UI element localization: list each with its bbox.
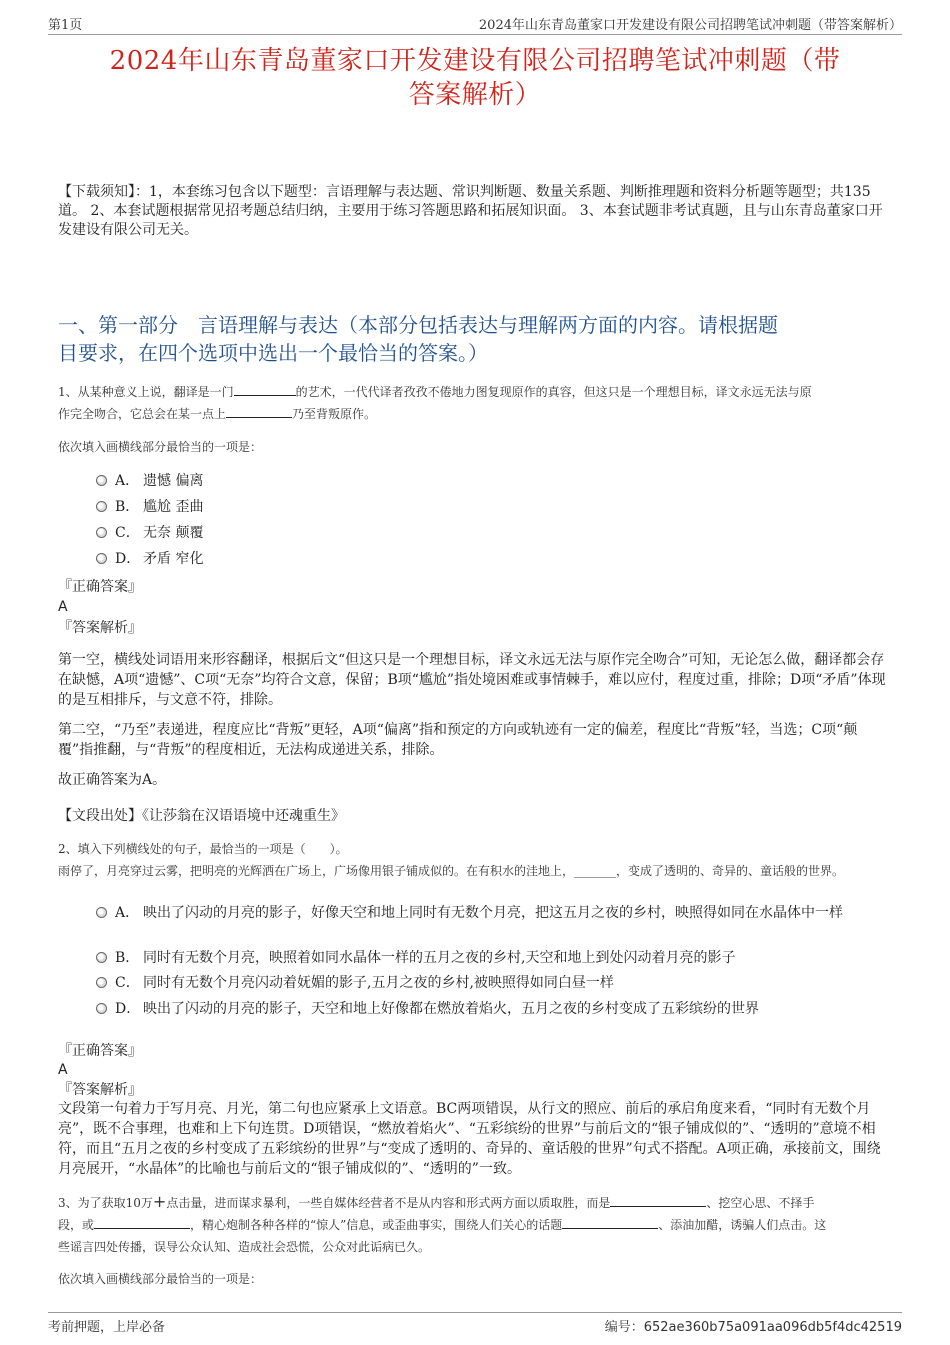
option-text: 尴尬 歪曲 [143,499,204,515]
option-letter: D． [115,1001,141,1017]
question-3-stem [58,1191,892,1258]
question-1-stem [58,381,892,425]
q1-analysis-conclusion: 故正确答案为A。 [58,772,167,788]
option-letter: C． [115,975,140,991]
q3-stem-part: 3、为了获取10万 [58,1196,153,1210]
radio-icon[interactable] [96,501,107,512]
option-letter: C． [115,525,140,541]
q1-option-d[interactable] [96,549,203,569]
option-text: 映出了闪动的月亮的影子，好像天空和地上同时有无数个月亮，把这五月之夜的乡村，映照得如同在水晶体中一样 [143,905,843,921]
fill-blank [94,1214,190,1229]
section-heading [58,311,892,367]
option-text: 映出了闪动的月亮的影子，天空和地上好像都在燃放着焰火，五月之夜的乡村变成了五彩缤纷的世界 [143,1001,759,1017]
q1-stem-part: 的艺术，一代代译者孜孜不倦地力图复现原作的真容，但这只是一个理想目标，译文永远无法与原 [295,385,812,399]
option-text: 同时有无数个月亮，映照着如同水晶体一样的五月之夜的乡村,天空和地上到处闪动着月亮的影子 [143,950,736,966]
option-letter: A． [115,473,140,489]
fill-blank [562,1214,658,1229]
q3-stem-part: + [152,1192,167,1211]
q3-stem-part: 、添油加醋，诱骗人们点击。这 [658,1218,827,1232]
option-text: 矛盾 窄化 [143,551,204,567]
document-code-value: 652ae360b75a091aa096db5f4dc42519 [643,1320,902,1335]
q1-correct-answer-label: 『正确答案』 [58,579,142,595]
running-header-title: 2024年山东青岛董家口开发建设有限公司招聘笔试冲刺题（带答案解析） [478,18,902,33]
radio-icon[interactable] [96,952,107,963]
question-2-stem: 2、填入下列横线处的句子，最恰当的一项是（ ）。 [58,842,348,856]
q1-analysis-paragraph: 第二空，“乃至”表递进，程度应比“背叛”更轻，A项“偏离”指和预定的方向或轨迹有一定的偏差，程度比“背叛”轻，当选；C项“颠覆”指推翻，与“背叛”的程度相近，无法构成递进关系，排除。 [58,722,858,758]
radio-icon[interactable] [96,907,107,918]
footer-divider [48,1312,902,1313]
radio-icon[interactable] [96,977,107,988]
document-code [605,1316,902,1335]
option-letter: D． [115,551,141,567]
q1-option-b[interactable] [96,497,203,517]
option-text: 同时有无数个月亮闪动着妩媚的影子,五月之夜的乡村,被映照得如同白昼一样 [143,975,614,991]
page-number: 第1页 [48,18,83,33]
option-letter: A． [115,905,140,921]
document-title-line2: 答案解析） [408,80,542,110]
footer-slogan: 考前押题，上岸必备 [48,1320,166,1335]
radio-icon[interactable] [96,1003,107,1014]
q1-stem-part: 作完全吻合，它总会在某一点上 [58,407,227,421]
q2-option-b[interactable] [96,948,890,968]
option-text: 无奈 颠覆 [143,525,204,541]
q3-stem-part: 点击量，进而谋求暴利，一些自媒体经营者不是从内容和形式两方面以质取胜，而是 [166,1196,611,1210]
q3-stem-part: 些谣言四处传播，误导公众认知、造成社会恐慌，公众对此诟病已久。 [58,1240,431,1254]
q1-analysis-label: 『答案解析』 [58,620,142,636]
q1-stem-part: 1、从某种意义上说，翻译是一门 [58,385,234,399]
fill-blank [226,403,292,418]
document-title-line1: 2024年山东青岛董家口开发建设有限公司招聘笔试冲刺题（带 [109,46,841,76]
document-code-label: 编号： [604,1320,644,1335]
radio-icon[interactable] [96,527,107,538]
q2-option-c[interactable] [96,973,890,993]
radio-icon[interactable] [96,475,107,486]
option-text: 遗憾 偏离 [143,473,204,489]
radio-icon[interactable] [96,553,107,564]
fill-blank [234,381,296,396]
q3-stem-part: 段，或 [58,1218,95,1232]
q3-stem-part: ，精心炮制各种各样的“惊人”信息，或歪曲事实，围绕人们关心的话题 [190,1218,563,1232]
fill-blank [610,1192,706,1207]
q2-correct-answer: A [58,1062,68,1078]
q1-option-a[interactable] [96,471,203,491]
q2-option-a[interactable] [96,903,890,923]
option-letter: B． [115,950,140,966]
q1-option-c[interactable] [96,523,203,543]
option-letter: B． [115,499,140,515]
q1-stem-part: 乃至背叛原作。 [292,407,377,421]
header-divider [48,34,902,35]
download-notice: 【下载须知】：1，本套练习包含以下题型：言语理解与表达题、常识判断题、数量关系题、判断推理题和资料分析题等题型；共135道。 2、本套试题根据常见招考题总结归纳，主要用于练习答题思路和拓展知识面。 3、本套试题非考试真题，且与山东青岛董家口开发建设有限公司无关。 [58,184,883,238]
question-3-prompt: 依次填入画横线部分最恰当的一项是： [58,1272,263,1286]
question-1-prompt: 依次填入画横线部分最恰当的一项是： [58,440,263,454]
q3-stem-part: 、挖空心思、不择手 [706,1196,815,1210]
document-title [48,44,902,112]
section-heading-line2: 目要求，在四个选项中选出一个最恰当的答案。） [58,341,488,365]
section-heading-line1: 一、第一部分 言语理解与表达（本部分包括表达与理解两方面的内容。请根据题 [58,313,778,337]
q1-analysis-paragraph: 第一空，横线处词语用来形容翻译，根据后文“但这只是一个理想目标，译文永远无法与原作完全吻合”可知，无论怎么做，翻译都会存在缺憾，A项“遗憾”、C项“无奈”均符合文意，保留；B项“尴尬”指处境困难或事情棘手，难以应付，程度过重，排除；D项“矛盾”体现的是互相排斥，与文意不符，排除。 [58,652,886,708]
q1-correct-answer: A [58,599,68,615]
q2-analysis-label: 『答案解析』 [58,1082,142,1098]
q2-analysis: 文段第一句着力于写月亮、月光，第二句也应紧承上文语意。BC两项错误，从行文的照应、前后的承启角度来看，“同时有无数个月亮”，既不合事理，也难和上下句连贯。D项错误，“燃放着焰火”、“五彩缤纷的世界”与前后文的“银子铺成似的”、“透明的”意境不相符，而且“五月之夜的乡村变成了五彩缤纷的世界”与“变成了透明的、奇异的、童话般的世界”句式不搭配。A项正确，承接前文，围绕月亮展开，“水晶体”的比喻也与前后文的“银子铺成似的”、“透明的”一致。 [58,1101,881,1177]
q2-option-d[interactable] [96,999,890,1019]
q2-correct-answer-label: 『正确答案』 [58,1043,142,1059]
q1-source: 【文段出处】《让莎翁在汉语语境中还魂重生》 [58,808,345,824]
question-2-passage: 雨停了，月亮穿过云雾，把明亮的光辉洒在广场上，广场像用银子铺成似的。在有积水的洼地上，_______，变成了透明的、奇异的、童话般的世界。 [58,864,845,878]
